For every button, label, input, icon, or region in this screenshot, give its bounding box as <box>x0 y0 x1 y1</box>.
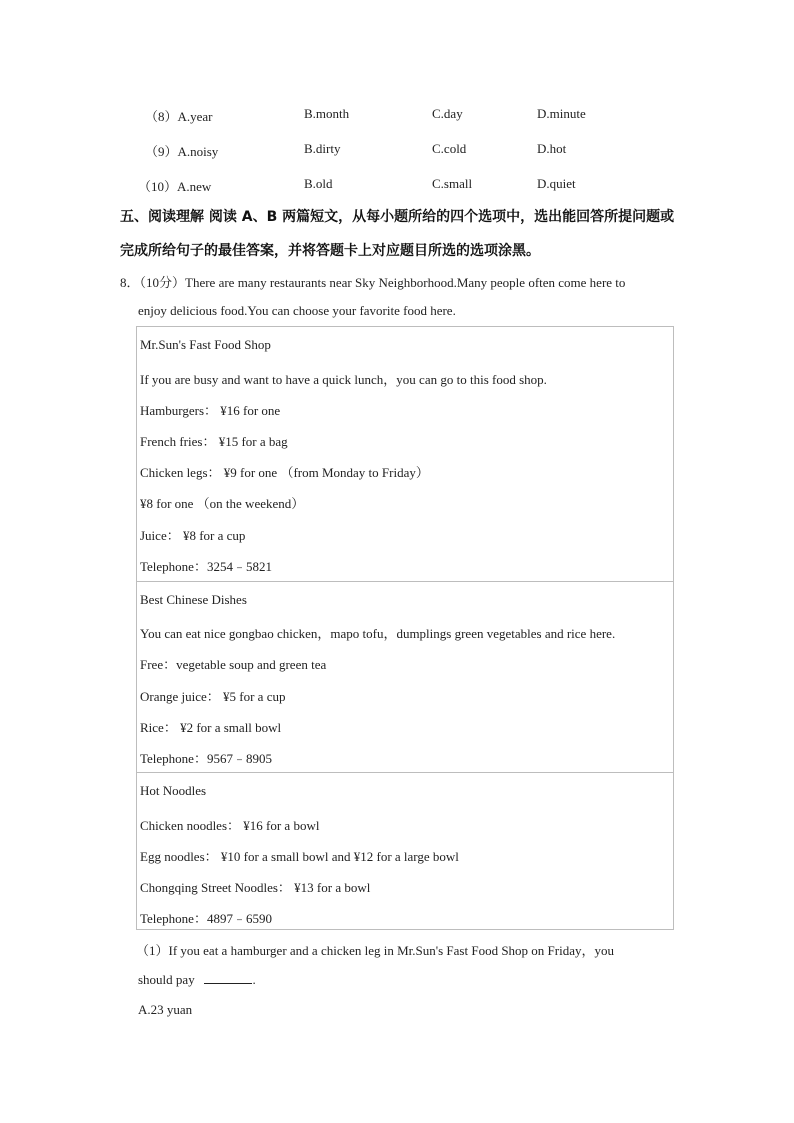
shop2-line: Orange juice： ¥5 for a cup <box>140 689 286 704</box>
section-heading-line2: 完成所给句子的最佳答案，并将答题卡上对应题目所选的选项涂黑。 <box>120 243 540 259</box>
sub-question-text: should pay <box>138 972 195 987</box>
sub-question-line2 <box>138 971 256 988</box>
sub-question-line1: （1）If you eat a hamburger and a chicken leg in Mr.Sun's Fast Food Shop on Friday，you <box>136 943 614 958</box>
question-number: 8．（10分） <box>120 275 186 290</box>
shop1-line: Telephone：3254﹣5821 <box>140 559 272 574</box>
option-row-8 <box>0 106 794 126</box>
shop-block-chinese-dishes <box>137 581 673 772</box>
shop3-line: Chongqing Street Noodles： ¥13 for a bowl <box>140 880 371 895</box>
option-9-c: C.cold <box>432 141 467 156</box>
option-row-9 <box>0 141 794 161</box>
option-10-b: B.old <box>304 176 333 191</box>
option-10-d: D.quiet <box>537 176 576 191</box>
shop2-line: Rice： ¥2 for a small bowl <box>140 720 282 735</box>
question-text-1: There are many restaurants near Sky Neighborhood.Many people often come here to <box>185 275 626 290</box>
shop-block-fast-food <box>137 327 673 581</box>
shop2-line: Telephone：9567﹣8905 <box>140 751 272 766</box>
section-heading <box>120 200 680 268</box>
option-8-c: C.day <box>432 106 463 121</box>
option-8-a: （8）A.year <box>145 109 213 124</box>
shop3-line: Chicken noodles： ¥16 for a bowl <box>140 818 320 833</box>
shop2-line: Free：vegetable soup and green tea <box>140 657 327 672</box>
option-9-b: B.dirty <box>304 141 341 156</box>
option-10-a: （10）A.new <box>138 179 212 194</box>
shop3-line: Egg noodles： ¥10 for a small bowl and ¥12 for a large bowl <box>140 849 459 864</box>
question-intro-line2: enjoy delicious food.You can choose your favorite food here. <box>138 303 456 318</box>
option-8-b: B.month <box>304 106 350 121</box>
option-8-d: D.minute <box>537 106 586 121</box>
shop1-line: If you are busy and want to have a quick lunch，you can go to this food shop. <box>140 372 547 387</box>
section-heading-line1: 五、阅读理解 阅读 A、B 两篇短文，从每小题所给的四个选项中，选出能回答所提问题或 <box>120 209 675 225</box>
shop1-line: Mr.Sun's Fast Food Shop <box>140 337 271 352</box>
shop2-line: You can eat nice gongbao chicken，mapo tofu，dumplings green vegetables and rice here. <box>140 626 616 641</box>
restaurant-table <box>136 326 674 930</box>
shop3-line: Hot Noodles <box>140 783 207 798</box>
shop1-line: ¥8 for one （on the weekend） <box>140 496 305 511</box>
question-intro-line1 <box>120 272 625 291</box>
shop1-line: French fries： ¥15 for a bag <box>140 434 288 449</box>
shop1-line: Juice： ¥8 for a cup <box>140 528 246 543</box>
shop-block-hot-noodles <box>137 772 673 929</box>
answer-blank <box>204 971 252 984</box>
shop1-line: Hamburgers： ¥16 for one <box>140 403 281 418</box>
option-10-c: C.small <box>432 176 473 191</box>
shop2-line: Best Chinese Dishes <box>140 592 247 607</box>
shop3-line: Telephone：4897﹣6590 <box>140 911 272 926</box>
shop1-line: Chicken legs： ¥9 for one （from Monday to Friday） <box>140 465 429 480</box>
option-row-10 <box>0 176 794 196</box>
option-9-d: D.hot <box>537 141 567 156</box>
option-9-a: （9）A.noisy <box>145 144 219 159</box>
sub-question-period: . <box>252 972 256 987</box>
option-a: A.23 yuan <box>138 1002 193 1017</box>
